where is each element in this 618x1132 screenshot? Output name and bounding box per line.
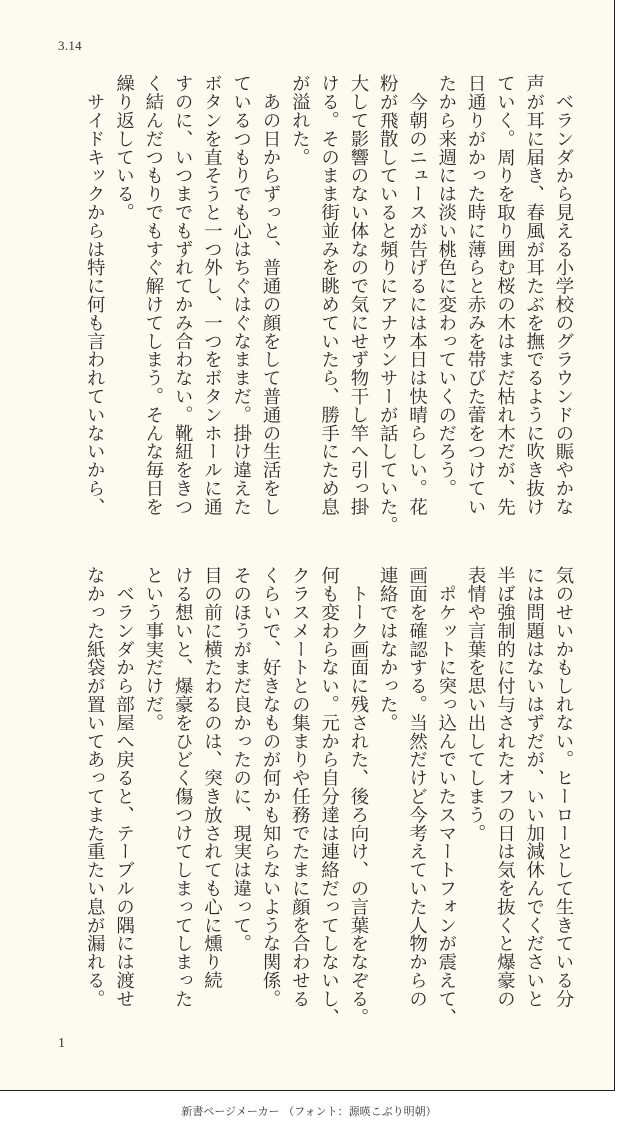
text-line: く結んだつもりでもすぐ解けてしまう。そんな毎日を: [142, 74, 164, 516]
text-column-bottom: [78, 566, 578, 1026]
text-line: なかった紙袋が置いてあってまた重たい息が漏れる。: [84, 566, 106, 1008]
text-line: 気のせいかもしれない。ヒーローとして生きている分: [553, 566, 574, 1008]
text-line: すのに、いつまでもずれてかみ合わない。靴紐をきつ: [172, 74, 194, 516]
text-line: 日通りがかった時に薄らと赤みを帯びた蕾をつけてい: [465, 74, 487, 516]
text-line: 大して影響のない体なので気にせず物干し竿へ引っ掛: [347, 74, 369, 516]
text-line: トーク画面に残された、後ろ向け、の言葉をなぞる。: [347, 566, 369, 1026]
page-number: 1: [58, 1036, 65, 1051]
text-line: くらいで、好きなものが何かも知らないような関係。: [260, 566, 282, 1008]
text-column-top: [78, 74, 578, 534]
text-line: 今朝のニュースが告げるには本日は快晴らしい。花: [406, 74, 428, 516]
text-line: クラスメートとの集まりや任務でたまに顔を合わせる: [289, 566, 311, 1008]
text-line: サイドキックからは特に何も言われていないから、: [84, 74, 106, 516]
text-line: 目の前に横たわるのは、突き放されても心に燻り続: [201, 566, 223, 990]
page-date: 3.14: [58, 38, 82, 53]
text-line: ベランダから部屋へ戻ると、テーブルの隅には渡せ: [113, 566, 135, 1008]
text-line: 画面を確認する。当然だけど今考えていた人物からの: [406, 566, 428, 1008]
text-line: ポケットに突っ込んでいたスマートフォンが震えて、: [435, 566, 457, 1026]
text-line: 何も変わらない。元から自分達は連絡だってしないし、: [318, 566, 340, 1026]
text-line: たから来週には淡い桃色に変わっていくのだろう。: [435, 74, 457, 498]
text-line: あの日からずっと、普通の顔をして普通の生活をし: [260, 74, 282, 516]
text-line: 粉が飛散していると頻りにアナウンサーが話していた。: [377, 74, 399, 534]
text-line: ける想いと、爆豪をひどく傷つけてしまってしまった: [172, 566, 194, 1008]
text-line: ける。そのまま街並みを眺めていたら、勝手にため息: [318, 74, 340, 516]
text-line: そのほうがまだ良かったのに、現実は違って。: [230, 566, 252, 953]
text-line: という事実だけだ。: [142, 566, 164, 732]
text-line: 半ば強制的に付与されたオフの日は気を抜くと爆豪の: [494, 566, 516, 1008]
text-line: には問題はないはずだが、いい加減休んでくださいと: [523, 566, 545, 1008]
text-line: 繰り返している。: [113, 74, 135, 222]
text-line: 声が耳に届き、春風が耳たぶを撫でるように吹き抜け: [523, 74, 545, 516]
text-line: 連絡ではなかった。: [377, 566, 399, 732]
text-line: ていく。周りを取り囲む桜の木はまだ枯れ木だが、先: [494, 74, 516, 516]
text-line: ているつもりでも心はちぐはぐなままだ。掛け違えた: [230, 74, 252, 516]
text-line: ベランダから見える小学校のグラウンドの賑やかな: [553, 74, 574, 516]
text-line: 表情や言葉を思い出してしまう。: [465, 566, 487, 842]
text-line: ボタンを直そうと一つ外し、一つをボタンホールに通: [201, 74, 223, 516]
text-line: が溢れた。: [289, 74, 311, 166]
footer-credit: 新書ページメーカー （フォント：源暎こぶり明朝）: [181, 1105, 437, 1118]
